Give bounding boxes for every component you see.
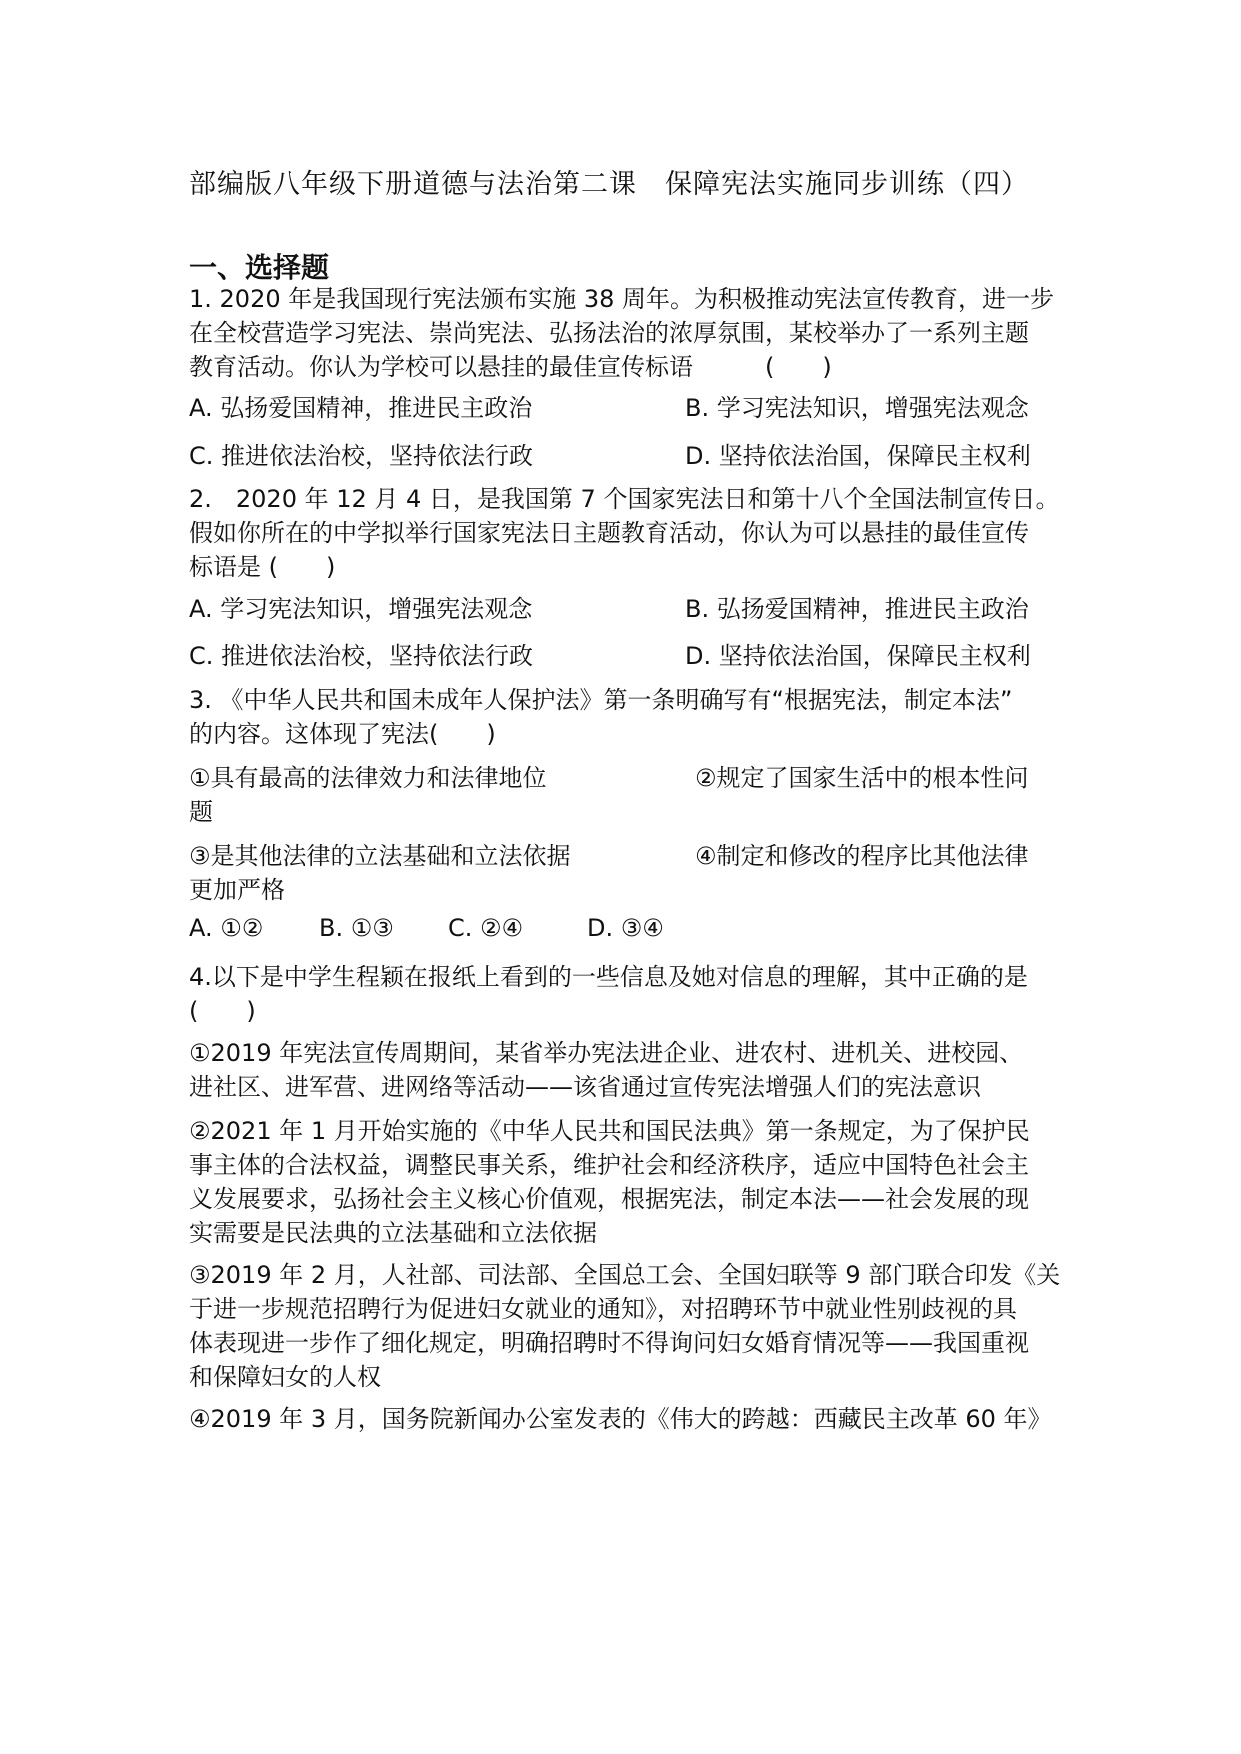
statement-line: 事主体的合法权益，调整民事关系，维护社会和经济秩序，适应中国特色社会主 bbox=[189, 1151, 1029, 1179]
question-4 bbox=[189, 960, 1069, 1028]
question-text-line: 2. 2020 年 12 月 4 日，是我国第 7 个国家宪法日和第十八个全国法制宣传日。 bbox=[189, 485, 1060, 513]
q3-item-4-continued: 更加严格 bbox=[189, 876, 285, 904]
question-text-line: 4.以下是中学生程颖在报纸上看到的一些信息及她对信息的理解，其中正确的是 bbox=[189, 963, 1028, 991]
q3-item-2-continued: 题 bbox=[189, 798, 213, 826]
statement-line: 义发展要求，弘扬社会主义核心价值观，根据宪法，制定本法——社会发展的现 bbox=[189, 1185, 1029, 1213]
q4-statement-3 bbox=[189, 1258, 1069, 1394]
question-text-line: 1. 2020 年是我国现行宪法颁布实施 38 周年。为积极推动宪法宣传教育，进一步 bbox=[189, 285, 1055, 313]
q2-option-a: A. 学习宪法知识，增强宪法观念 bbox=[189, 595, 533, 623]
q3-option-a: A. ①② bbox=[189, 914, 264, 942]
question-text-line: 标语是 ( ) bbox=[189, 553, 336, 581]
q4-statement-4 bbox=[189, 1402, 1069, 1436]
question-text-line: 的内容。这体现了宪法( ) bbox=[189, 720, 496, 748]
q1-options-row-2 bbox=[189, 436, 1069, 470]
q3-option-c: C. ②④ bbox=[448, 914, 524, 942]
question-1 bbox=[189, 282, 1069, 384]
q3-item-3: ③是其他法律的立法基础和立法依据 bbox=[189, 842, 571, 870]
statement-line: 于进一步规范招聘行为促进妇女就业的通知》，对招聘环节中就业性别歧视的具 bbox=[189, 1295, 1017, 1323]
q3-items-row-2 bbox=[189, 836, 1069, 870]
question-text-line: ( ) bbox=[189, 997, 256, 1025]
page-title: 部编版八年级下册道德与法治第二课 保障宪法实施同步训练（四） bbox=[189, 169, 1029, 200]
q4-statement-1 bbox=[189, 1036, 1069, 1104]
question-3 bbox=[189, 683, 1069, 751]
question-text-line: 在全校营造学习宪法、崇尚宪法、弘扬法治的浓厚氛围，某校举办了一系列主题 bbox=[189, 319, 1029, 347]
q2-option-b: B. 弘扬爱国精神，推进民主政治 bbox=[685, 595, 1029, 623]
q3-items-row-1-wrap bbox=[189, 792, 1069, 826]
question-text-line: 假如你所在的中学拟举行国家宪法日主题教育活动，你认为可以悬挂的最佳宣传 bbox=[189, 519, 1029, 547]
q1-option-b: B. 学习宪法知识，增强宪法观念 bbox=[685, 394, 1029, 422]
q2-option-c: C. 推进依法治校，坚持依法行政 bbox=[189, 642, 534, 670]
statement-line: ③2019 年 2 月，人社部、司法部、全国总工会、全国妇联等 9 部门联合印发《关 bbox=[189, 1261, 1061, 1289]
q2-option-d: D. 坚持依法治国，保障民主权利 bbox=[685, 642, 1031, 670]
q2-options-row-1 bbox=[189, 589, 1069, 623]
statement-line: ②2021 年 1 月开始实施的《中华人民共和国民法典》第一条规定，为了保护民 bbox=[189, 1117, 1030, 1145]
q3-item-2: ②规定了国家生活中的根本性问 bbox=[695, 764, 1029, 792]
q3-items-row-1 bbox=[189, 758, 1069, 792]
q3-items-row-2-wrap bbox=[189, 870, 1069, 904]
statement-line: 体表现进一步作了细化规定，明确招聘时不得询问妇女婚育情况等——我国重视 bbox=[189, 1329, 1029, 1357]
q3-item-4: ④制定和修改的程序比其他法律 bbox=[695, 842, 1029, 870]
question-2 bbox=[189, 482, 1069, 584]
statement-line: 实需要是民法典的立法基础和立法依据 bbox=[189, 1219, 597, 1247]
q2-options-row-2 bbox=[189, 636, 1069, 670]
q1-options-row-1 bbox=[189, 388, 1069, 422]
q3-options-row bbox=[189, 914, 1069, 948]
statement-line: ④2019 年 3 月，国务院新闻办公室发表的《伟大的跨越：西藏民主改革 60 年》 bbox=[189, 1405, 1052, 1433]
q3-option-b: B. ①③ bbox=[319, 914, 394, 942]
q1-option-a: A. 弘扬爱国精神，推进民主政治 bbox=[189, 394, 533, 422]
question-text-line: 3. 《中华人民共和国未成年人保护法》第一条明确写有“根据宪法，制定本法” bbox=[189, 686, 1013, 714]
statement-line: 进社区、进军营、进网络等活动——该省通过宣传宪法增强人们的宪法意识 bbox=[189, 1073, 981, 1101]
question-text-line: 教育活动。你认为学校可以悬挂的最佳宣传标语 ( ) bbox=[189, 353, 832, 381]
q4-statement-2 bbox=[189, 1114, 1069, 1250]
statement-line: 和保障妇女的人权 bbox=[189, 1363, 381, 1391]
section-heading: 一、选择题 bbox=[189, 251, 330, 284]
statement-line: ①2019 年宪法宣传周期间，某省举办宪法进企业、进农村、进机关、进校园、 bbox=[189, 1039, 1024, 1067]
q1-option-d: D. 坚持依法治国，保障民主权利 bbox=[685, 442, 1031, 470]
q3-item-1: ①具有最高的法律效力和法律地位 bbox=[189, 764, 547, 792]
q1-option-c: C. 推进依法治校，坚持依法行政 bbox=[189, 442, 534, 470]
q3-option-d: D. ③④ bbox=[587, 914, 664, 942]
